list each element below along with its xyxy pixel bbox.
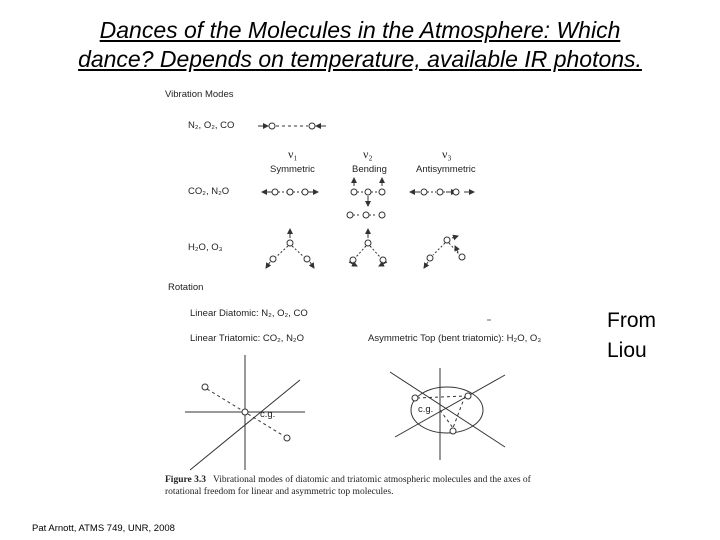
- mode3-label: Antisymmetric: [416, 164, 476, 175]
- linear-diatomic-label: Linear Diatomic: N₂, O₂, CO: [190, 308, 308, 319]
- figure-caption-line-2: rotational freedom for linear and asymmetric top molecules.: [165, 487, 394, 497]
- mode2-label: Bending: [352, 164, 387, 175]
- asymmetric-top-label: Asymmetric Top (bent triatomic): H₂O, O₃: [368, 333, 542, 344]
- figure-caption-line-1: Vibrational modes of diatomic and triatomic atmospheric molecules and the axes of: [213, 475, 531, 485]
- co2-vibration-diagrams: [262, 178, 474, 218]
- row-label-co2: CO₂, N₂O: [188, 186, 230, 197]
- title-line-1: Dances of the Molecules in the Atmosphere: Which: [99, 17, 621, 43]
- linear-rotation-axes-diagram: [185, 355, 305, 470]
- mode1-symbol: ν₁: [288, 147, 298, 161]
- linear-triatomic-label: Linear Triatomic: CO₂, N₂O: [190, 333, 305, 344]
- cg-label-left: c.g.: [260, 409, 276, 420]
- row-label-diatomic: N₂, O₂, CO: [188, 120, 235, 131]
- mode3-symbol: ν₃: [442, 147, 452, 161]
- rotation-heading: Rotation: [168, 282, 204, 293]
- source-line-1: From: [607, 309, 656, 332]
- footer-credit: Pat Arnott, ATMS 749, UNR, 2008: [32, 523, 175, 534]
- vibration-heading: Vibration Modes: [165, 89, 234, 100]
- diatomic-vibration-diagram: [258, 123, 326, 129]
- asymmetric-top-rotation-diagram: [390, 368, 505, 460]
- source-line-2: Liou: [607, 339, 647, 362]
- cg-label-right: c.g.: [418, 404, 434, 415]
- source-credit: [607, 306, 656, 366]
- title-line-2: dance? Depends on temperature, available IR photons.: [78, 46, 642, 72]
- h2o-vibration-diagrams: [266, 229, 465, 268]
- row-label-h2o: H₂O, O₃: [188, 242, 223, 253]
- mode2-symbol: ν₂: [363, 147, 373, 161]
- figure-caption-label: Figure 3.3: [165, 475, 206, 485]
- mode1-label: Symmetric: [270, 164, 315, 175]
